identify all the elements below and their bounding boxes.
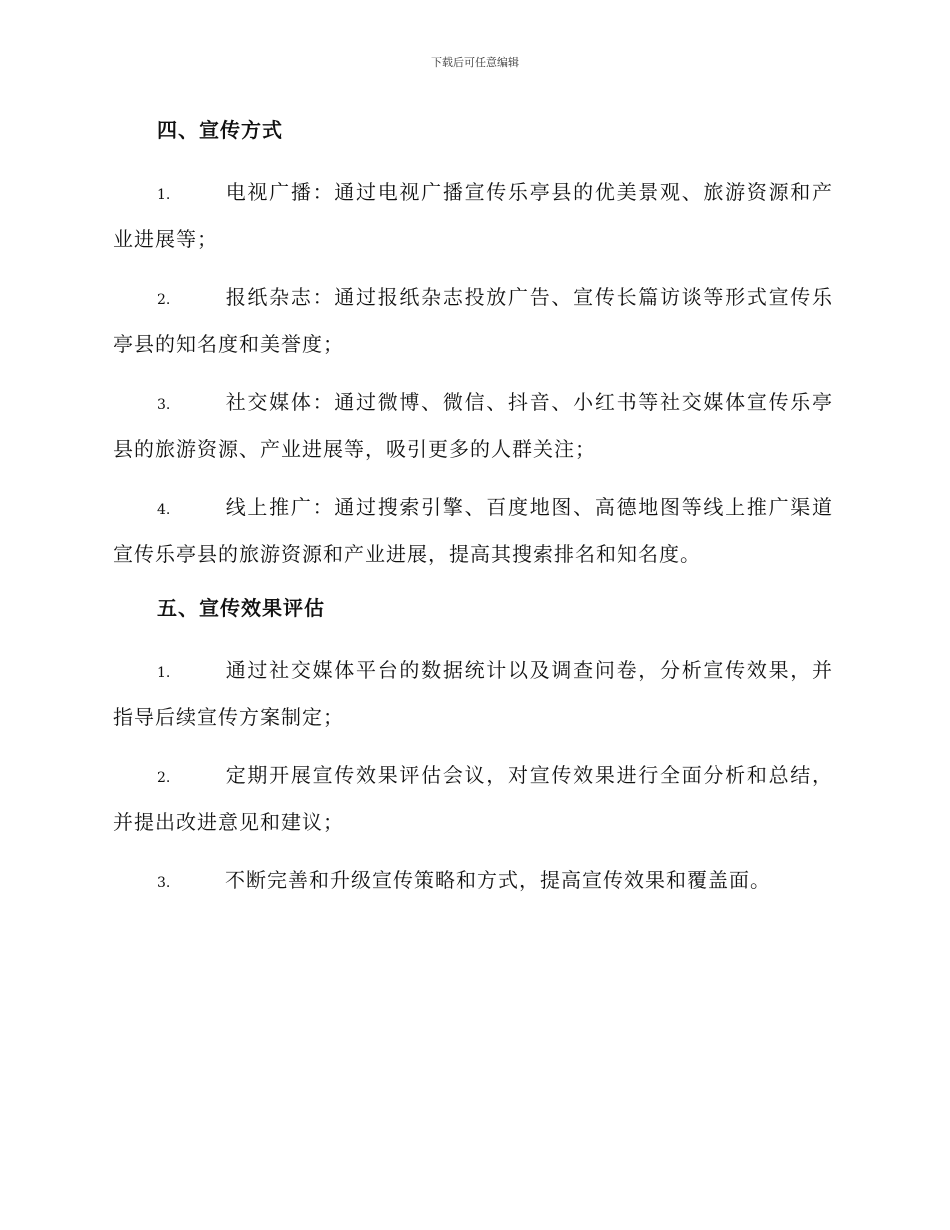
- list-item-text: 电视广播：通过电视广播宣传乐亭县的优美景观、旅游资源和产业进展等；: [113, 180, 833, 251]
- document-body: [113, 112, 833, 905]
- list-item-text: 社交媒体：通过微博、微信、抖音、小红书等社交媒体宣传乐亭县的旅游资源、产业进展等，吸引更多的人群关注；: [113, 390, 833, 461]
- list-item-number: 2.: [157, 292, 171, 308]
- list-item-text: 不断完善和升级宣传策略和方式，提高宣传效果和覆盖面。: [225, 868, 771, 892]
- list-item-text: 通过社交媒体平台的数据统计以及调查问卷，分析宣传效果，并指导后续宣传方案制定；: [113, 658, 833, 729]
- list-item: [113, 648, 833, 739]
- list-item-number: 1.: [157, 187, 171, 203]
- list-item: [113, 170, 833, 261]
- section-heading-publicity-methods: 四、宣传方式: [157, 118, 283, 142]
- list-item-number: 3.: [157, 875, 171, 891]
- list-item-number: 3.: [157, 397, 171, 413]
- list-item-number: 4.: [157, 502, 171, 518]
- page-header: 下载后可任意编辑: [431, 56, 519, 69]
- list-item-text: 定期开展宣传效果评估会议，对宣传效果进行全面分析和总结，并提出改进意见和建议；: [113, 763, 833, 834]
- list-item: [113, 858, 833, 905]
- list-item-number: 1.: [157, 665, 171, 681]
- list-item: [113, 275, 833, 366]
- list-item-number: 2.: [157, 770, 171, 786]
- list-item: [113, 485, 833, 576]
- list-item-text: 报纸杂志：通过报纸杂志投放广告、宣传长篇访谈等形式宣传乐亭县的知名度和美誉度；: [113, 285, 833, 356]
- list-item: [113, 380, 833, 471]
- list-item-text: 线上推广：通过搜索引擎、百度地图、高德地图等线上推广渠道宣传乐亭县的旅游资源和产业进展，提高其搜索排名和知名度。: [113, 495, 833, 566]
- list-item: [113, 753, 833, 844]
- section-heading-effect-evaluation: 五、宣传效果评估: [157, 596, 325, 620]
